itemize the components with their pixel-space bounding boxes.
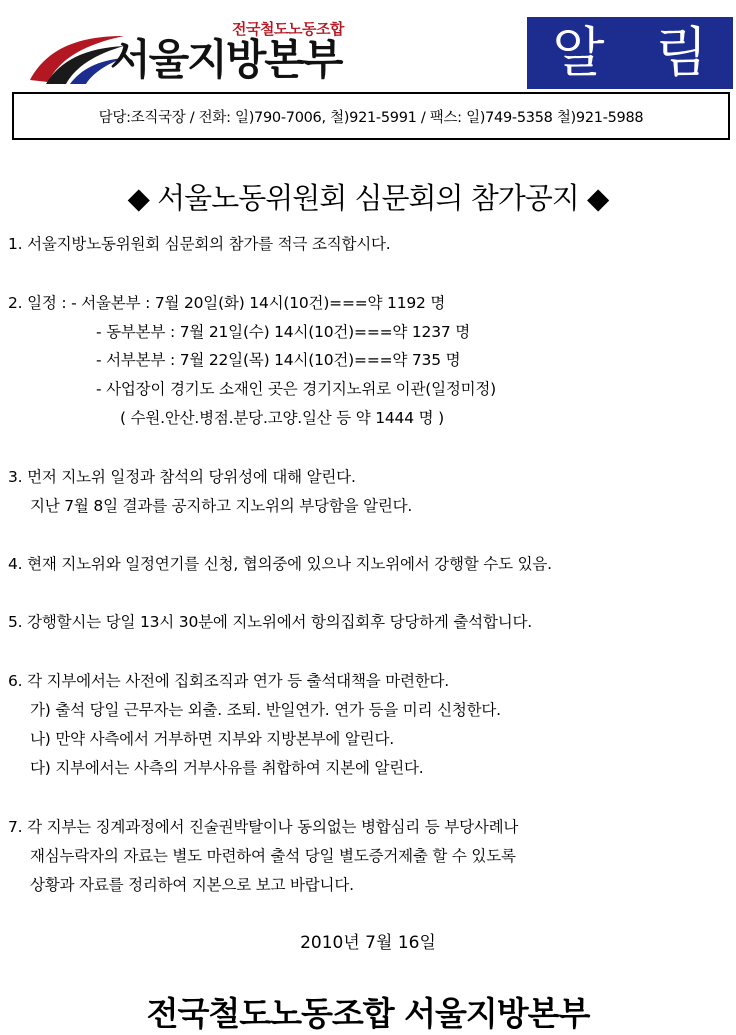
item-6: 6. 각 지부에서는 사전에 집회조직과 연가 등 출석대책을 마련한다.: [8, 672, 450, 690]
schedule-line: - 동부본부 : 7월 21일(수) 14시(10건)===약 1237 명: [96, 323, 471, 341]
issuer-signature: 전국철도노동조합 서울지방본부: [146, 994, 590, 1033]
document-title: ◆ 서울노동위원회 심문회의 참가공지 ◆: [127, 181, 609, 215]
contact-info-box: 담당:조직국장 / 전화: 일)790-7006, 철)921-5991 / 팩스: 일)749-5358 철)921-5988: [12, 92, 730, 140]
union-name-small: 전국철도노동조합: [232, 20, 344, 38]
item-6-sub-a: 가) 출석 당일 근무자는 외출. 조퇴. 반일연가. 연가 등을 미리 신청한다.: [30, 701, 501, 719]
item-6-sub-c: 다) 지부에서는 사측의 거부사유를 취합하여 지본에 알린다.: [30, 759, 424, 777]
item-4: 4. 현재 지노위와 일정연기를 신청, 협의중에 있으나 지노위에서 강행할 수도 있음.: [8, 555, 552, 573]
item-5: 5. 강행할시는 당일 13시 30분에 지노위에서 항의집회후 당당하게 출석합니다.: [8, 613, 532, 631]
item-7-continued: 재심누락자의 자료는 별도 마련하여 출석 당일 별도증거제출 할 수 있도록: [30, 847, 516, 865]
notice-badge-char-1: 알: [552, 21, 605, 84]
item-7: 7. 각 지부는 징계과정에서 진술권박탈이나 동의없는 병합심리 등 부당사례나: [8, 818, 519, 836]
item-6-sub-b: 나) 만약 사측에서 거부하면 지부와 지방본부에 알린다.: [30, 730, 394, 748]
item-7-continued: 상황과 자료를 정리하여 지본으로 보고 바랍니다.: [30, 876, 354, 894]
schedule-line: - 서부본부 : 7월 22일(목) 14시(10건)===약 735 명: [96, 351, 461, 369]
item-2-schedule: 2. 일정 : - 서울본부 : 7월 20일(화) 14시(10건)===약 1192 명: [8, 294, 446, 312]
regional-office-name: 서울지방본부: [110, 35, 342, 84]
schedule-line: - 사업장이 경기도 소재인 곳은 경기지노위로 이관(일정미정): [96, 380, 497, 398]
schedule-note: ( 수원.안산.병점.분당.고양.일산 등 약 1444 명 ): [120, 409, 444, 427]
notice-badge: [527, 17, 733, 89]
document-header: [0, 0, 736, 92]
item-3: 3. 먼저 지노위 일정과 참석의 당위성에 대해 알린다.: [8, 468, 356, 486]
item-1: 1. 서울지방노동위원회 심문회의 참가를 적극 조직합시다.: [8, 235, 391, 253]
document-date: 2010년 7월 16일: [300, 933, 436, 953]
item-3-continued: 지난 7월 8일 결과를 공지하고 지노위의 부당함을 알린다.: [30, 497, 413, 515]
notice-badge-char-2: 림: [655, 21, 708, 84]
